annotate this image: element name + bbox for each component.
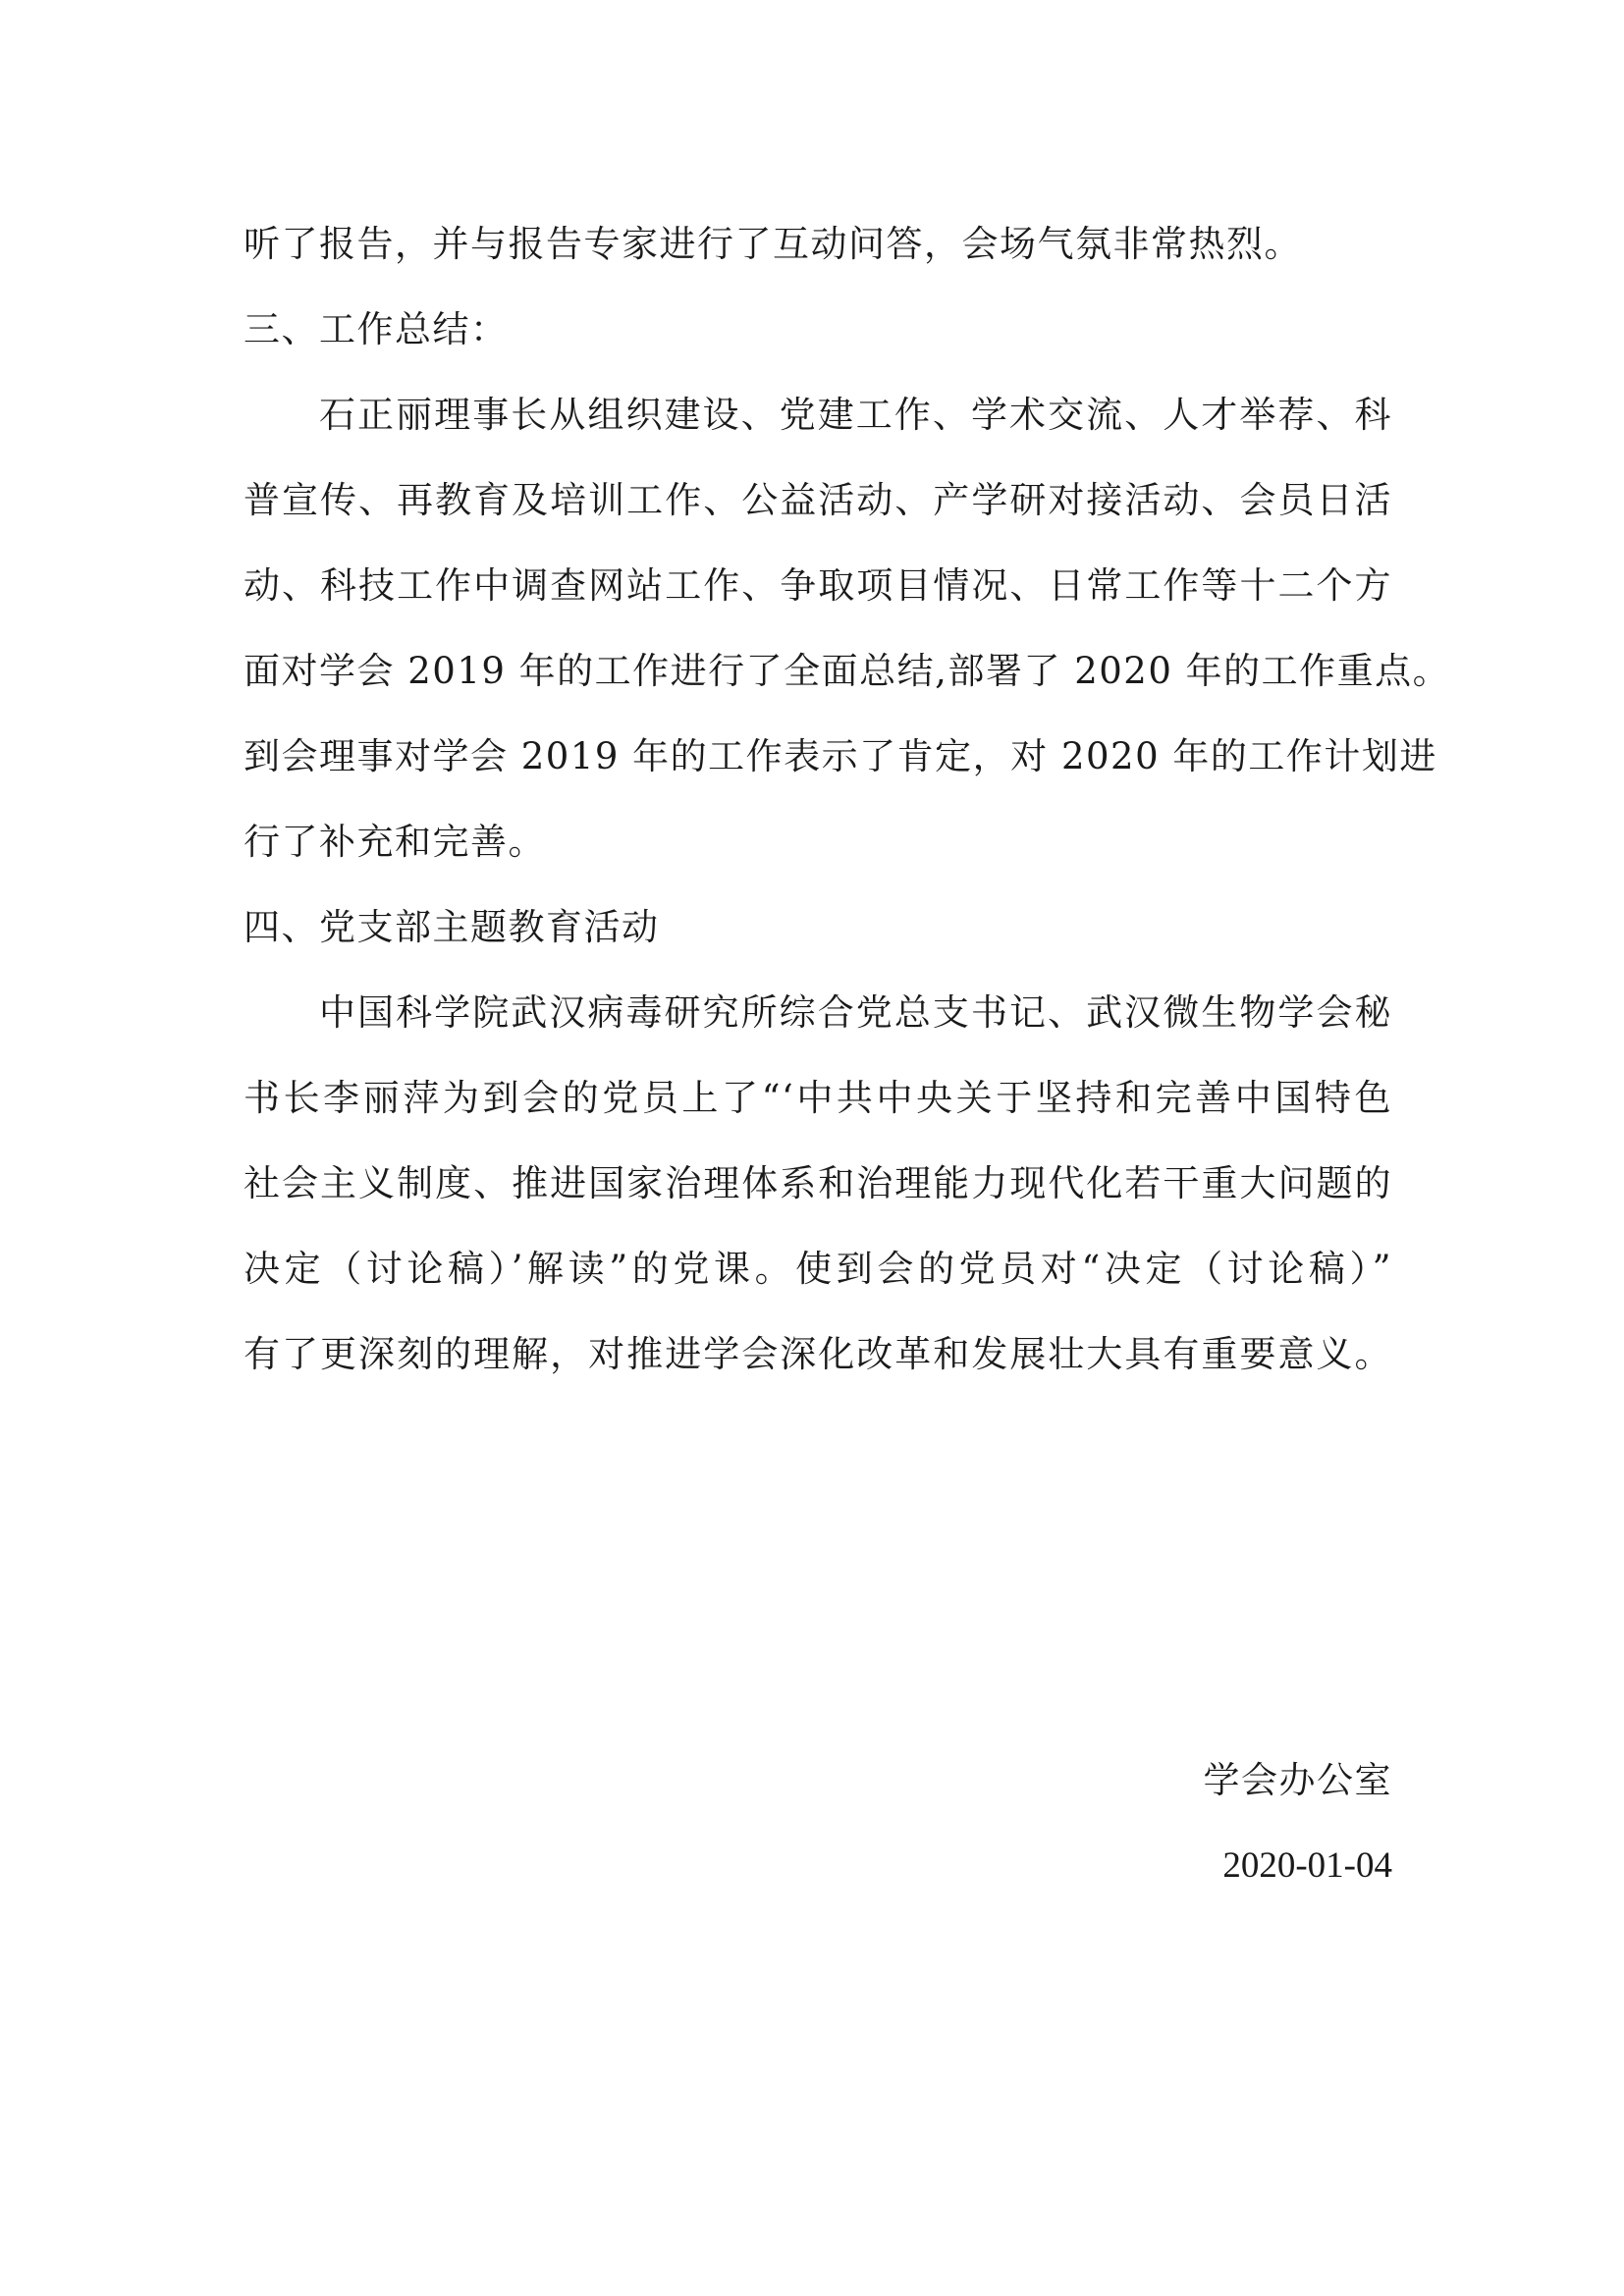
signature-org: 学会办公室	[1203, 1759, 1392, 1801]
body-line: 书长李丽萍为到会的党员上了“‘中共中央关于坚持和完善中国特色	[244, 1077, 1392, 1119]
signature-block	[1204, 1737, 1393, 1908]
body-line: 社会主义制度、推进国家治理体系和治理能力现代化若干重大问题的	[244, 1162, 1392, 1204]
body-line: 到会理事对学会 2019 年的工作表示了肯定，对 2020 年的工作计划进	[244, 735, 1437, 777]
body-line: 有了更深刻的理解，对推进学会深化改革和发展壮大具有重要意义。	[244, 1333, 1392, 1375]
document-body	[244, 201, 1451, 1397]
body-line: 石正丽理事长从组织建设、党建工作、学术交流、人才举荐、科	[319, 394, 1392, 436]
body-line: 普宣传、再教育及培训工作、公益活动、产学研对接活动、会员日活	[244, 479, 1392, 521]
body-line: 决定（讨论稿）’解读”的党课。使到会的党员对“决定（讨论稿）”	[244, 1248, 1392, 1290]
section-heading-party-education: 四、党支部主题教育活动	[244, 906, 660, 948]
body-line: 动、科技工作中调查网站工作、争取项目情况、日常工作等十二个方	[244, 564, 1392, 607]
body-line: 中国科学院武汉病毒研究所综合党总支书记、武汉微生物学会秘	[319, 991, 1392, 1034]
body-line: 行了补充和完善。	[244, 821, 546, 863]
section-heading-summary: 三、工作总结：	[244, 308, 509, 350]
body-line: 面对学会 2019 年的工作进行了全面总结,部署了 2020 年的工作重点。	[244, 650, 1451, 692]
signature-date: 2020-01-04	[1222, 1845, 1392, 1886]
body-line: 听了报告，并与报告专家进行了互动问答，会场气氛非常热烈。	[244, 223, 1302, 265]
